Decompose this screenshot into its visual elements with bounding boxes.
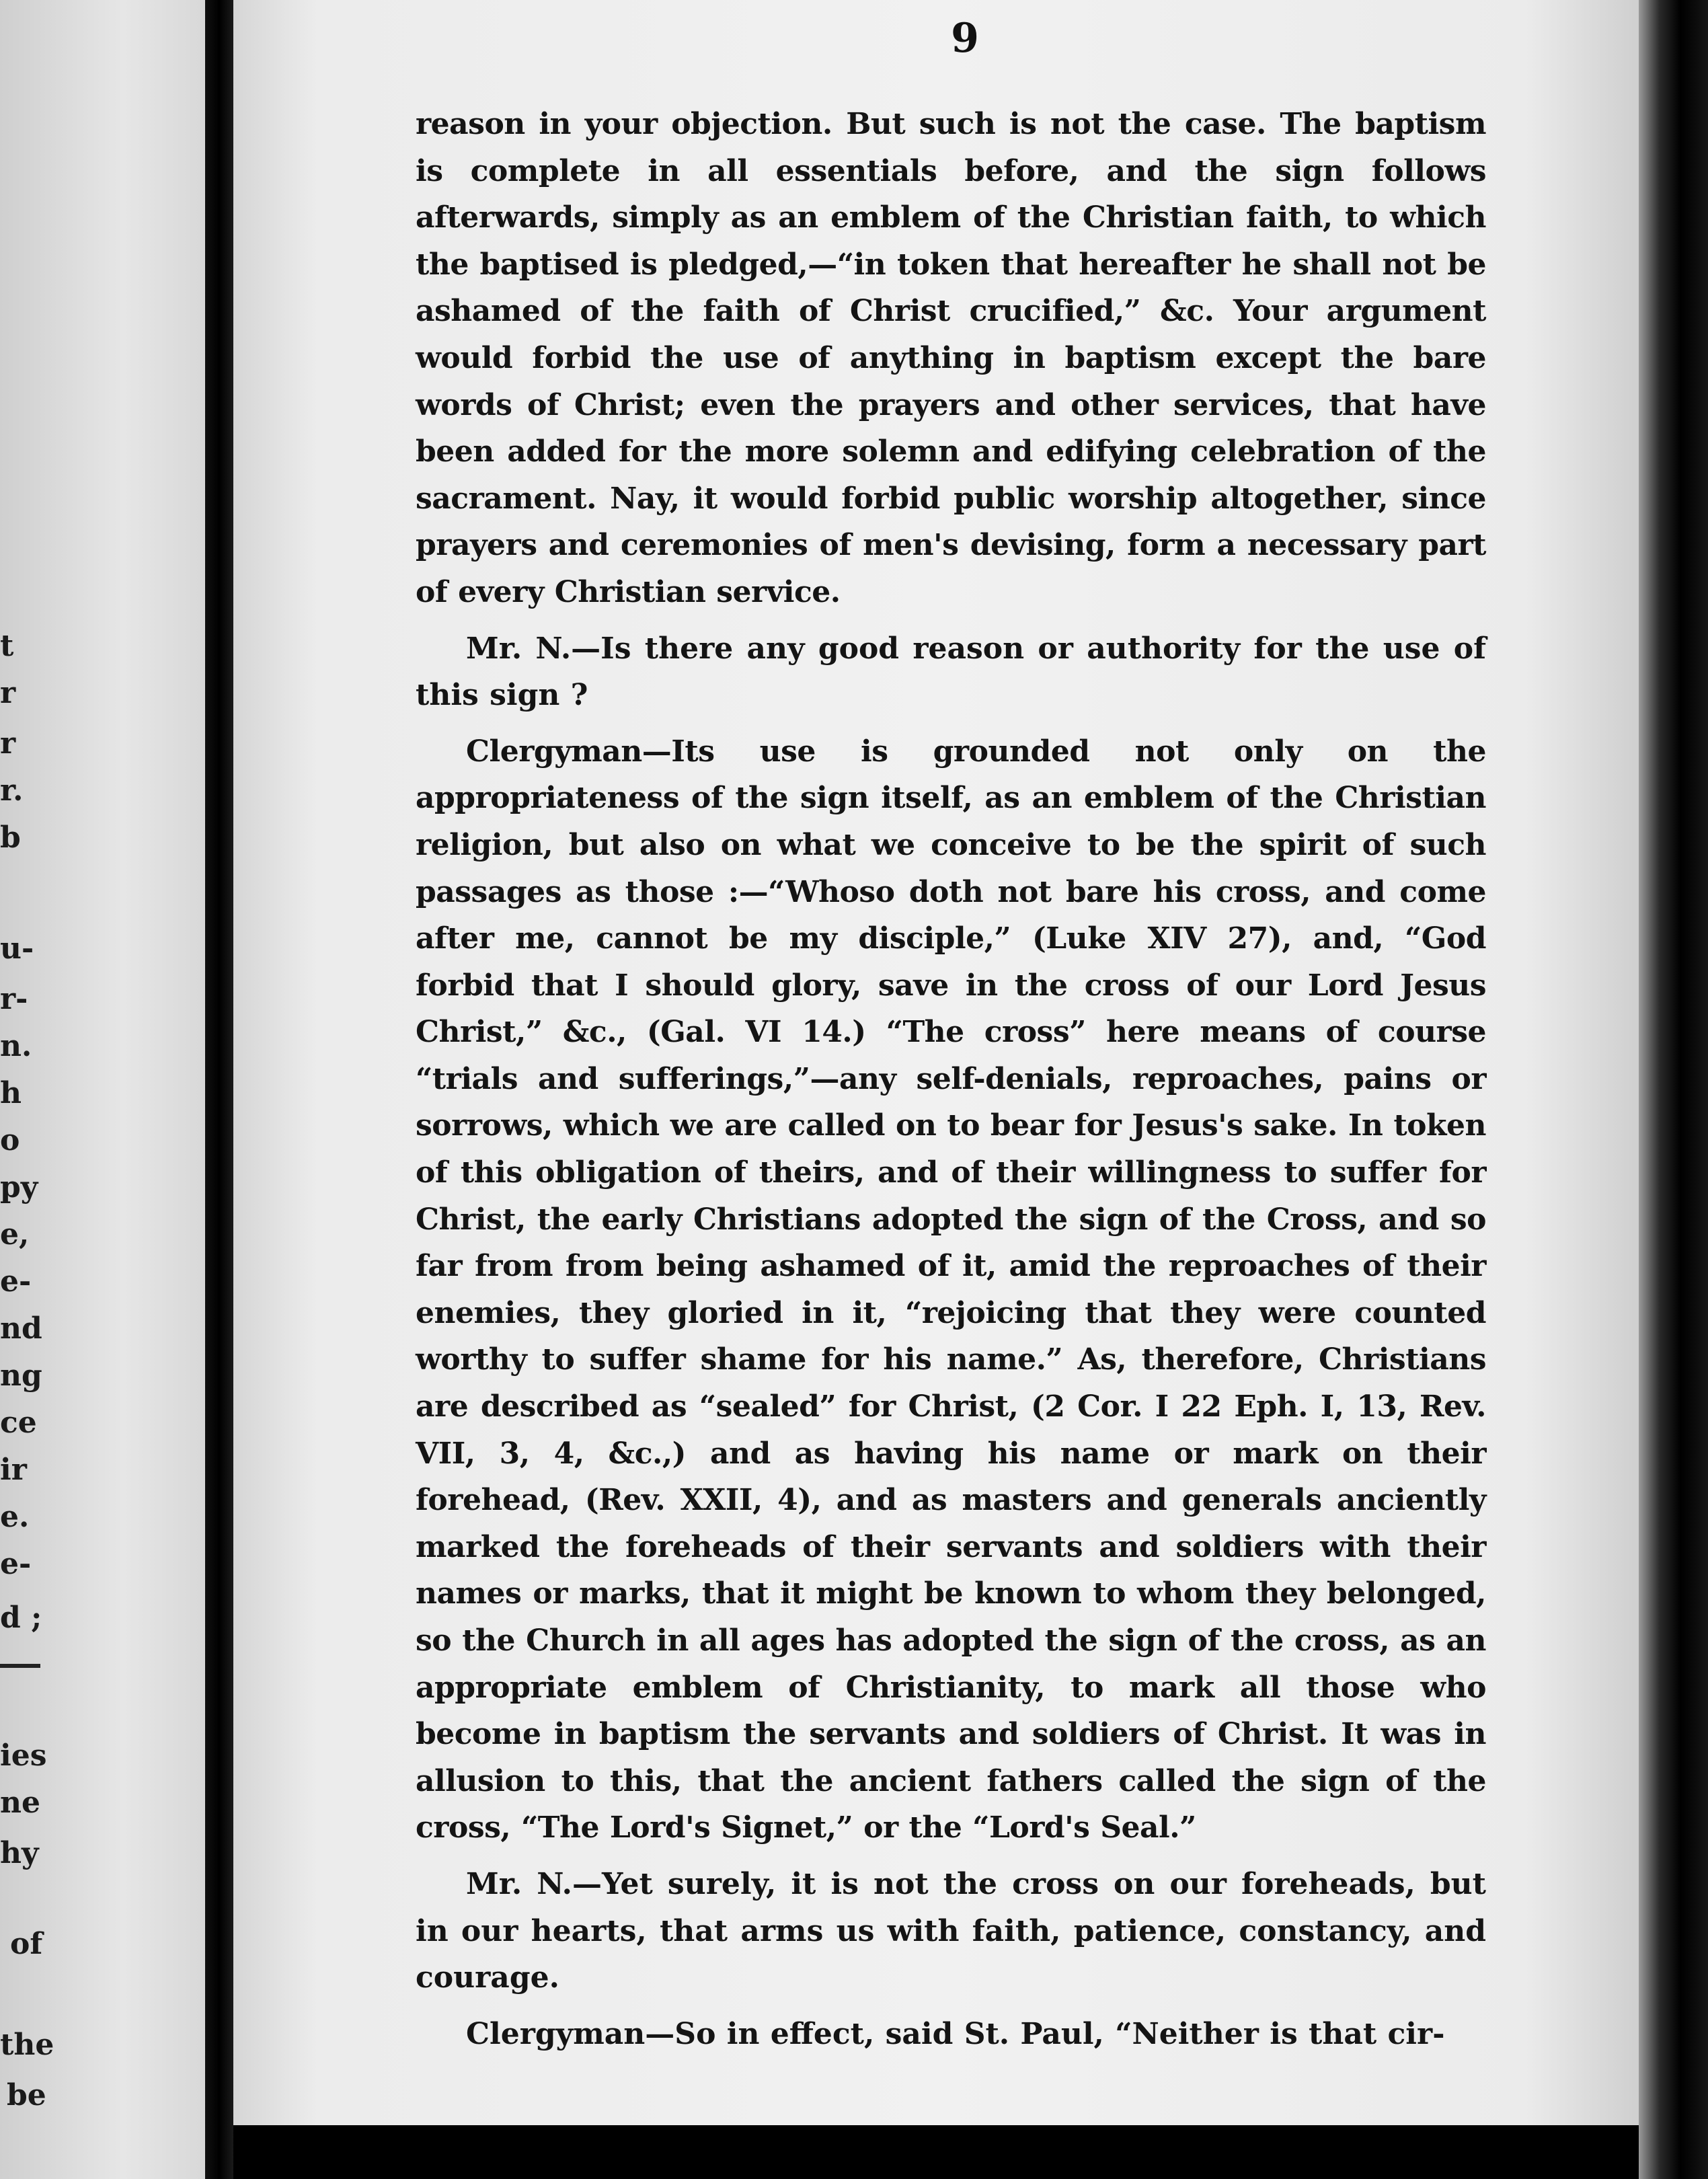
binding-gutter (205, 0, 233, 2179)
paragraph-clergyman-answer: Clergyman—Its use is grounded not only on the appropriateness of the sign itself, as an emblem of the Christian religion, but also on what we conceive to be the spirit of such passages as those :—“Whoso doth not bare his cross, and come after me, cannot be my disciple,” (Luke XIV 27), and, “God forbid that I should glory, save in the cross of our Lord Jesus Christ,” &c., (Gal. VI 14.) “The cross” here means of course “trials and sufferings,”—any self-denials, reproaches, pains or sorrows, which we are called on to bear for Jesus's sake. In token of this obligation of theirs, and of their willingness to suffer for Christ, the early Christians adopted the sign of the Cross, and so far from from being ashamed of it, amid the reproaches of their enemies, they gloried in it, “rejoicing that they were counted worthy to suffer shame for his name.” As, therefore, Christians are described as “sealed” for Christ, (2 Cor. I 22 Eph. I, 13, Rev. VII, 3, 4, &c.,) and as having his name or mark on their forehead, (Rev. XXII, 4), and as masters and generals anciently marked the foreheads of their servants and soldiers with their names or marks, that it might be known to whom they belonged, so the Church in all ages has adopted the sign of the cross, as an appropriate emblem of Christianity, to mark all those who become in baptism the servants and soldiers of Christ. It was in allusion to this, that the ancient fathers called the sign of the cross, “The Lord's Signet,” or the “Lord's Seal.” (416, 734, 1486, 1845)
left-margin-fragment: r. (0, 773, 24, 808)
paragraph-objection-reply: reason in your objection. But such is not the case. The baptism is complete in all essentials before, and the sign follows afterwards, simply as an emblem of the Christian faith, to which the baptised is pledged,—“in token that hereafter he shall not be ashamed of the faith of Christ crucified,” &c. Your argument would forbid the use of anything in baptism except the bare words of Christ; even the prayers and other services, that have been added for the more solemn and edifying celebration of the sacrament. Nay, it would forbid public worship altogether, since prayers and ceremonies of men's devising, form a necessary part of every Christian service. (416, 107, 1486, 609)
left-margin-fragment: ir (0, 1453, 27, 1487)
left-margin-fragment: ng (0, 1359, 42, 1393)
body-text (416, 101, 1486, 2067)
left-margin-fragment: t (0, 629, 14, 663)
left-margin-fragment: of (10, 1927, 43, 1961)
left-margin-fragment: e- (0, 1547, 32, 1581)
paragraph-mr-n-reply: Mr. N.—Yet surely, it is not the cross on our foreheads, but in our hearts, that arms us with faith, patience, constancy, and courage. (416, 1866, 1486, 1995)
left-margin-fragment: py (0, 1170, 38, 1205)
left-margin-fragment: r (0, 676, 16, 710)
left-margin-fragment: o (0, 1123, 20, 1157)
paragraph-mr-n-question: Mr. N.—Is there any good reason or authority for the use of this sign ? (416, 631, 1486, 713)
left-margin-fragment: hy (0, 1836, 39, 1870)
left-margin-fragment: the (0, 2028, 54, 2062)
left-margin-fragment: u- (0, 931, 34, 966)
page-edge-shadow (1639, 0, 1708, 2179)
left-margin-fragment: e. (0, 1500, 30, 1534)
left-margin-fragment: ne (0, 1786, 40, 1820)
paragraph-clergyman-continues: Clergyman—So in effect, said St. Paul, “Neither is that cir- (466, 2016, 1445, 2051)
left-margin-fragment: h (0, 1076, 22, 1110)
left-page-fragment (0, 0, 205, 2179)
left-margin-fragment: r- (0, 982, 28, 1016)
left-margin-fragment: e, (0, 1217, 30, 1252)
left-margin-fragment: d ; (0, 1601, 42, 1635)
left-margin-fragment: r (0, 726, 16, 761)
bottom-scan-border (233, 2125, 1639, 2179)
left-margin-fragment: ies (0, 1738, 47, 1773)
left-margin-fragment: b (0, 820, 21, 855)
left-margin-fragment: ce (0, 1406, 37, 1440)
left-margin-fragment: e- (0, 1264, 32, 1299)
left-page-rule (0, 1664, 40, 1668)
page-number: 9 (951, 15, 979, 62)
left-margin-fragment: n. (0, 1029, 32, 1063)
left-margin-fragment: nd (0, 1311, 42, 1346)
left-margin-fragment: be (7, 2078, 46, 2112)
